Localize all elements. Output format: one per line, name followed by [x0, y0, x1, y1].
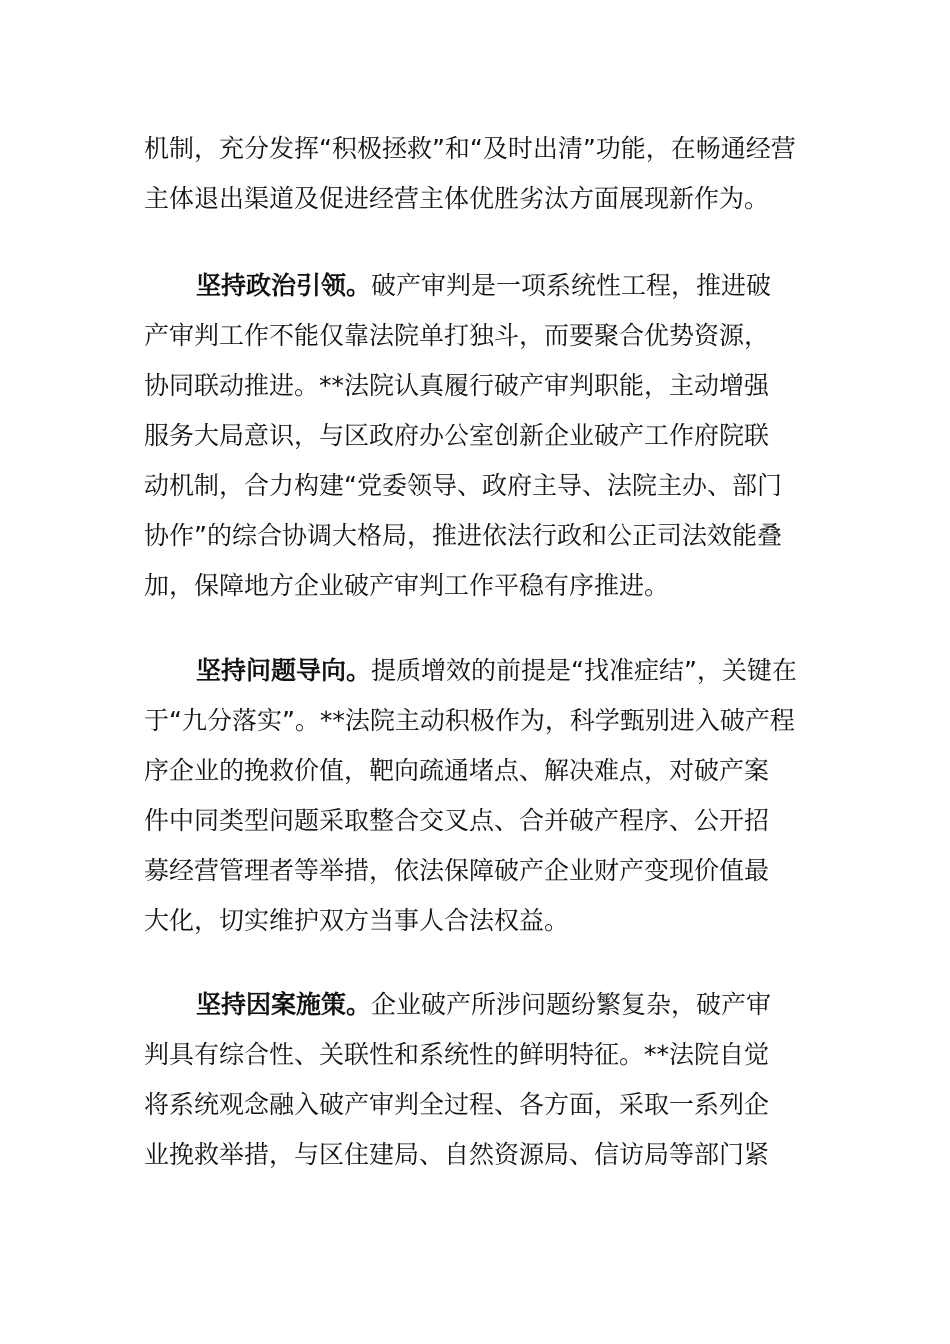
text-line: 协作”的综合协调大格局，推进依法行政和公正司法效能叠	[144, 521, 782, 550]
text-line: 募经营管理者等举措，依法保障破产企业财产变现价值最	[144, 856, 770, 885]
text-line: 加，保障地方企业破产审判工作平稳有序推进。	[144, 571, 670, 600]
paragraph-lead-text: 破产审判是一项系统性工程，推进破	[371, 271, 772, 300]
paragraph-continuation	[144, 124, 804, 224]
text-line: 机制，充分发挥“积极拯救”和“及时出清”功能，在畅通经营	[144, 134, 796, 163]
text-line: 将系统观念融入破产审判全过程、各方面，采取一系列企	[144, 1090, 770, 1119]
paragraph-political-leadership	[144, 261, 804, 611]
text-line: 产审判工作不能仅靠法院单打独斗，而要聚合优势资源，	[144, 321, 770, 350]
text-line: 主体退出渠道及促进经营主体优胜劣汰方面展现新作为。	[144, 184, 770, 213]
text-line: 件中同类型问题采取整合交叉点、合并破产程序、公开招	[144, 806, 770, 835]
text-line: 大化，切实维护双方当事人合法权益。	[144, 906, 570, 935]
paragraph-lead-text: 提质增效的前提是“找准症结”，关键在	[371, 656, 797, 685]
text-line: 协同联动推进。**法院认真履行破产审判职能，主动增强	[144, 371, 770, 400]
paragraph-problem-orientation	[144, 646, 804, 946]
paragraph-heading: 坚持因案施策。	[196, 990, 372, 1019]
paragraph-lead-text: 企业破产所涉问题纷繁复杂，破产审	[371, 990, 772, 1019]
text-line: 判具有综合性、关联性和系统性的鲜明特征。**法院自觉	[144, 1040, 770, 1069]
text-line: 业挽救举措，与区住建局、自然资源局、信访局等部门紧	[144, 1140, 770, 1169]
paragraph-first-line	[144, 646, 804, 696]
text-line: 序企业的挽救价值，靶向疏通堵点、解决难点，对破产案	[144, 756, 770, 785]
text-line: 于“九分落实”。**法院主动积极作为，科学甄别进入破产程	[144, 706, 795, 735]
paragraph-case-specific-measures	[144, 980, 804, 1180]
paragraph-heading: 坚持问题导向。	[196, 656, 372, 685]
text-line: 动机制，合力构建“党委领导、政府主导、法院主办、部门	[144, 471, 782, 500]
text-line: 服务大局意识，与区政府办公室创新企业破产工作府院联	[144, 421, 770, 450]
paragraph-first-line	[144, 261, 804, 311]
paragraph-first-line	[144, 980, 804, 1030]
paragraph-heading: 坚持政治引领。	[196, 271, 372, 300]
